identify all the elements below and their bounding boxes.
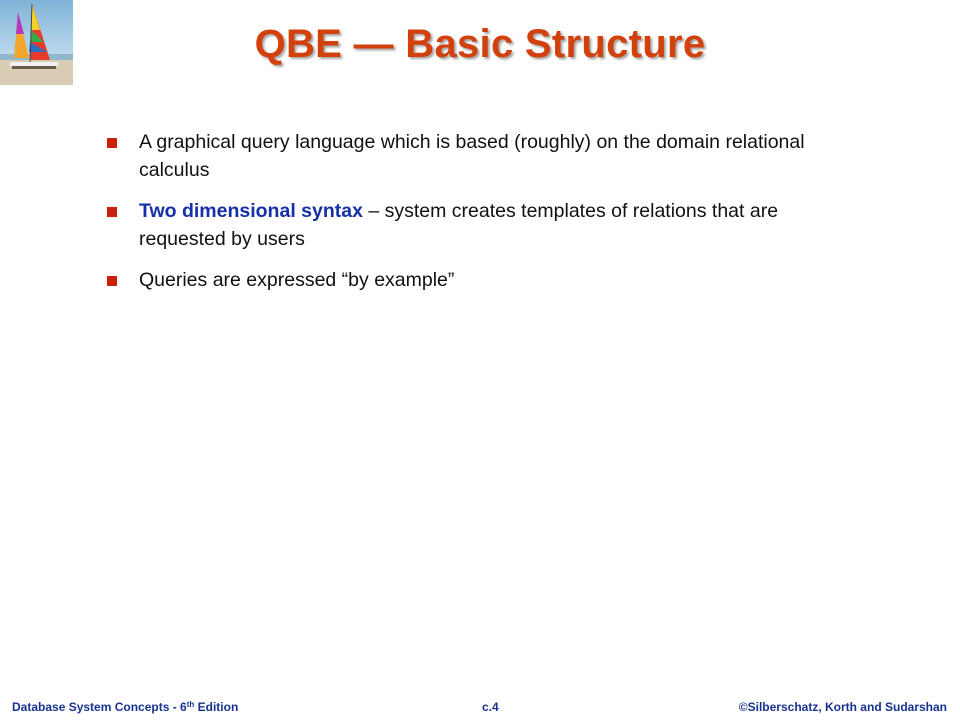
bullet-text: A graphical query language which is based (roughly) on the domain relational calculus: [139, 131, 805, 181]
bullet-text: – system creates templates of relations that are requested by users: [139, 200, 779, 250]
footer-copyright: ©Silberschatz, Korth and Sudarshan: [738, 700, 947, 714]
slide-footer: [0, 700, 960, 716]
square-bullet-icon: [107, 276, 117, 286]
footer-book-sup: th: [186, 700, 195, 709]
bullet-item: [105, 128, 865, 184]
footer-page-number: c.4: [482, 700, 499, 714]
bullet-highlight: Two dimensional syntax: [139, 200, 363, 222]
bullet-list: [105, 128, 865, 307]
bullet-item: [105, 266, 865, 294]
bullet-item: [105, 197, 865, 253]
slide-title: QBE — Basic Structure: [254, 22, 706, 66]
footer-book-title: [12, 700, 238, 714]
footer-book-suffix: Edition: [194, 700, 239, 714]
square-bullet-icon: [107, 138, 117, 148]
square-bullet-icon: [107, 207, 117, 217]
footer-book-prefix: Database System Concepts - 6: [12, 700, 187, 714]
bullet-text: Queries are expressed “by example”: [139, 269, 455, 291]
